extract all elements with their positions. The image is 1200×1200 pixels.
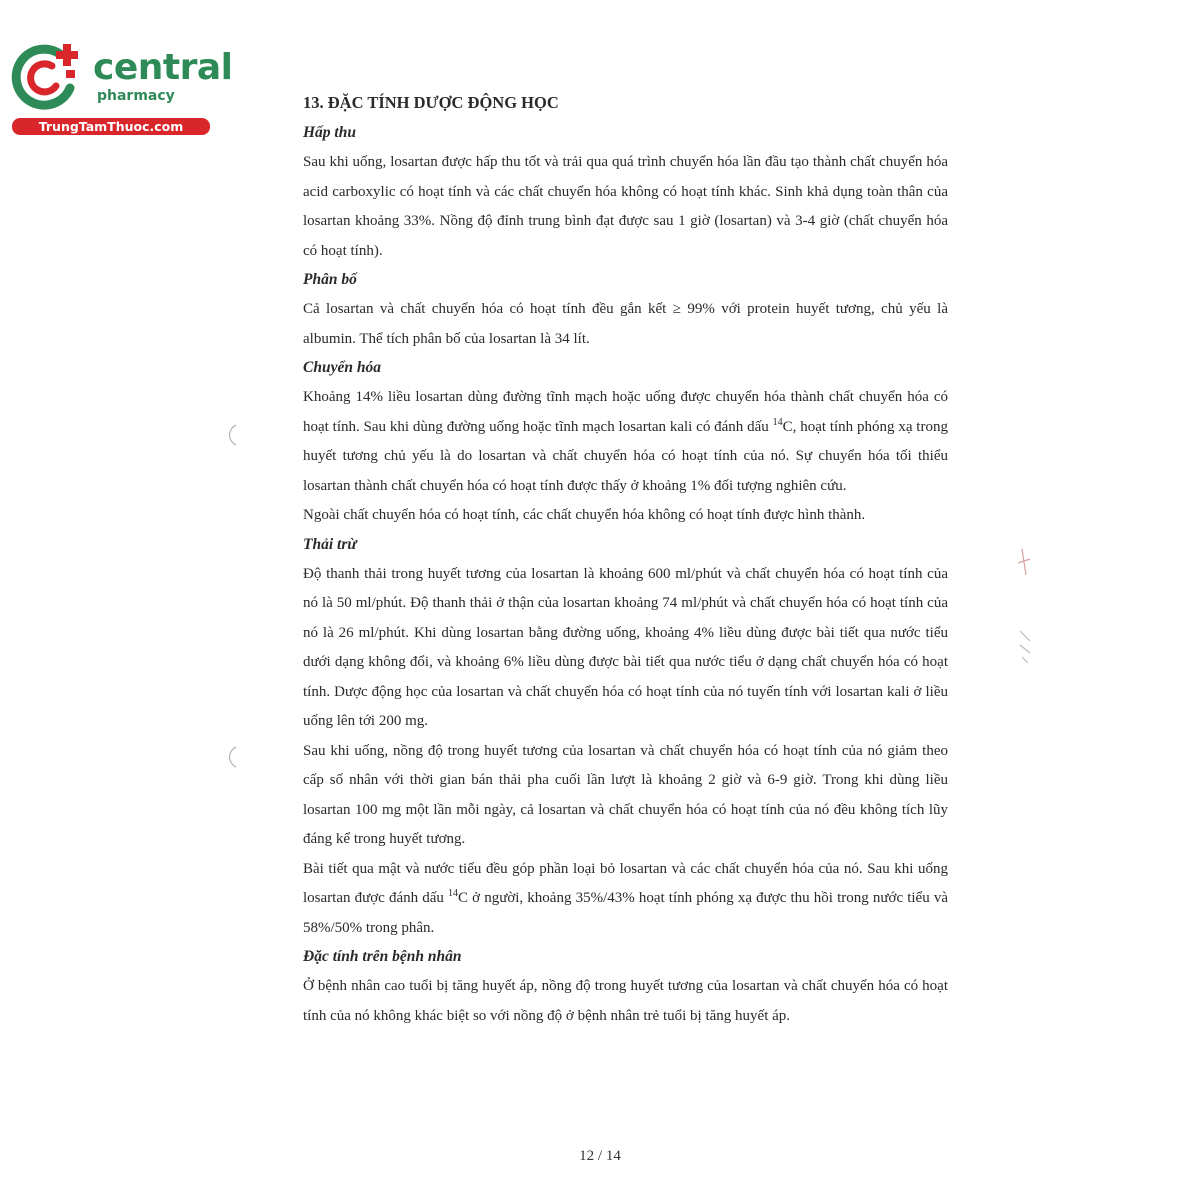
metabolism-paragraph-2: Ngoài chất chuyển hóa có hoạt tính, các chất chuyển hóa không có hoạt tính được hình thành. <box>303 507 866 523</box>
document-body <box>303 91 948 1031</box>
elimination-text-part: Bài tiết qua mật và nước tiểu đều góp phần loại bỏ losartan và các chất chuyển hóa của nó. Sau khi uống losartan được đánh dấu <box>303 860 948 906</box>
isotope-superscript: 14 <box>772 416 783 428</box>
central-pharmacy-logo[interactable] <box>8 34 233 134</box>
punch-hole-mark-icon <box>216 422 242 448</box>
distribution-paragraph: Cả losartan và chất chuyển hóa có hoạt tính đều gắn kết ≥ 99% với protein huyết tương, chủ yếu là albumin. Thể tích phân bố của losartan là 34 lít. <box>303 301 948 347</box>
elimination-paragraph-3 <box>303 855 948 944</box>
logo-sub-text: pharmacy <box>97 88 175 104</box>
distribution-heading: Phân bố <box>303 271 357 288</box>
elimination-paragraph-2: Sau khi uống, nồng độ trong huyết tương của losartan và chất chuyển hóa có hoạt tính của nó giảm theo cấp số nhân với thời gian bán thải pha cuối lần lượt là khoảng 2 giờ và 6-9 giờ. Trong khi dùng liều losartan 100 mg một lần mỗi ngày, cả losartan và chất chuyển hóa có hoạt tính của nó đều không tích lũy đáng kể trong huyết tương. <box>303 742 948 847</box>
elimination-heading: Thải trừ <box>303 535 357 553</box>
absorption-paragraph: Sau khi uống, losartan được hấp thu tốt và trải qua quá trình chuyển hóa lần đầu tạo thành chất chuyển hóa acid carboxylic có hoạt tính và các chất chuyển hóa không có hoạt tính khác. Sinh khả dụng toàn thân của losartan khoảng 33%. Nồng độ đỉnh trung bình đạt được sau 1 giờ (losartan) và 3-4 giờ (chất chuyển hóa có hoạt tính). <box>303 154 948 259</box>
isotope-superscript: 14 <box>448 888 459 899</box>
punch-hole-mark-icon <box>216 744 242 770</box>
logo-mark-icon <box>8 36 90 118</box>
metabolism-text-part: C, hoạt tính phóng xạ trong huyết tương chủ yếu là do losartan và chất chuyển hóa có hoạt tính của nó. Sự chuyển hóa tối thiểu losartan thành chất chuyển hóa có hoạt tính được thấy ở khoảng 1% đối tượng nghiên cứu. <box>303 418 948 494</box>
metabolism-heading: Chuyển hóa <box>303 359 381 376</box>
absorption-heading: Hấp thu <box>303 124 356 141</box>
patients-paragraph: Ở bệnh nhân cao tuổi bị tăng huyết áp, nồng độ trong huyết tương của losartan và chất chuyển hóa có hoạt tính của nó không khác biệt so với nồng độ ở bệnh nhân trẻ tuổi bị tăng huyết áp. <box>303 978 948 1024</box>
patients-heading: Đặc tính trên bệnh nhân <box>303 948 462 965</box>
logo-site-banner: TrungTamThuoc.com <box>12 118 210 135</box>
elimination-paragraph-1: Độ thanh thải trong huyết tương của losartan là khoảng 600 ml/phút và chất chuyển hóa có hoạt tính của nó là 50 ml/phút. Độ thanh thải ở thận của losartan khoảng 74 ml/phút và chất chuyển hóa có hoạt tính của nó là 26 ml/phút. Khi dùng losartan bằng đường uống, khoảng 4% liều dùng được bài tiết qua nước tiểu dưới dạng không đổi, và khoảng 6% liều dùng được bài tiết qua nước tiểu ở dạng chất chuyển hóa có hoạt tính. Dược động học của losartan và chất chuyển hóa có hoạt tính của nó tuyến tính với losartan kali ở liều uống lên tới 200 mg. <box>303 565 948 729</box>
metabolism-text-part: Khoảng 14% liều losartan dùng đường tĩnh mạch hoặc uống được chuyển hóa thành chất chuyển hóa có hoạt tính. Sau khi dùng đường uống hoặc tĩnh mạch losartan kali có đánh dấu <box>303 389 948 435</box>
margin-stamp-marks-icon <box>1010 545 1040 675</box>
metabolism-paragraph-1 <box>303 383 948 501</box>
page-number: 12 / 14 <box>579 1148 621 1164</box>
section-title: 13. ĐẶC TÍNH DƯỢC ĐỘNG HỌC <box>303 93 559 112</box>
logo-brand-text: central <box>93 47 233 88</box>
elimination-text-part: C ở người, khoảng 35%/43% hoạt tính phóng xạ được thu hồi trong nước tiểu và 58%/50% trong phân. <box>303 890 948 936</box>
